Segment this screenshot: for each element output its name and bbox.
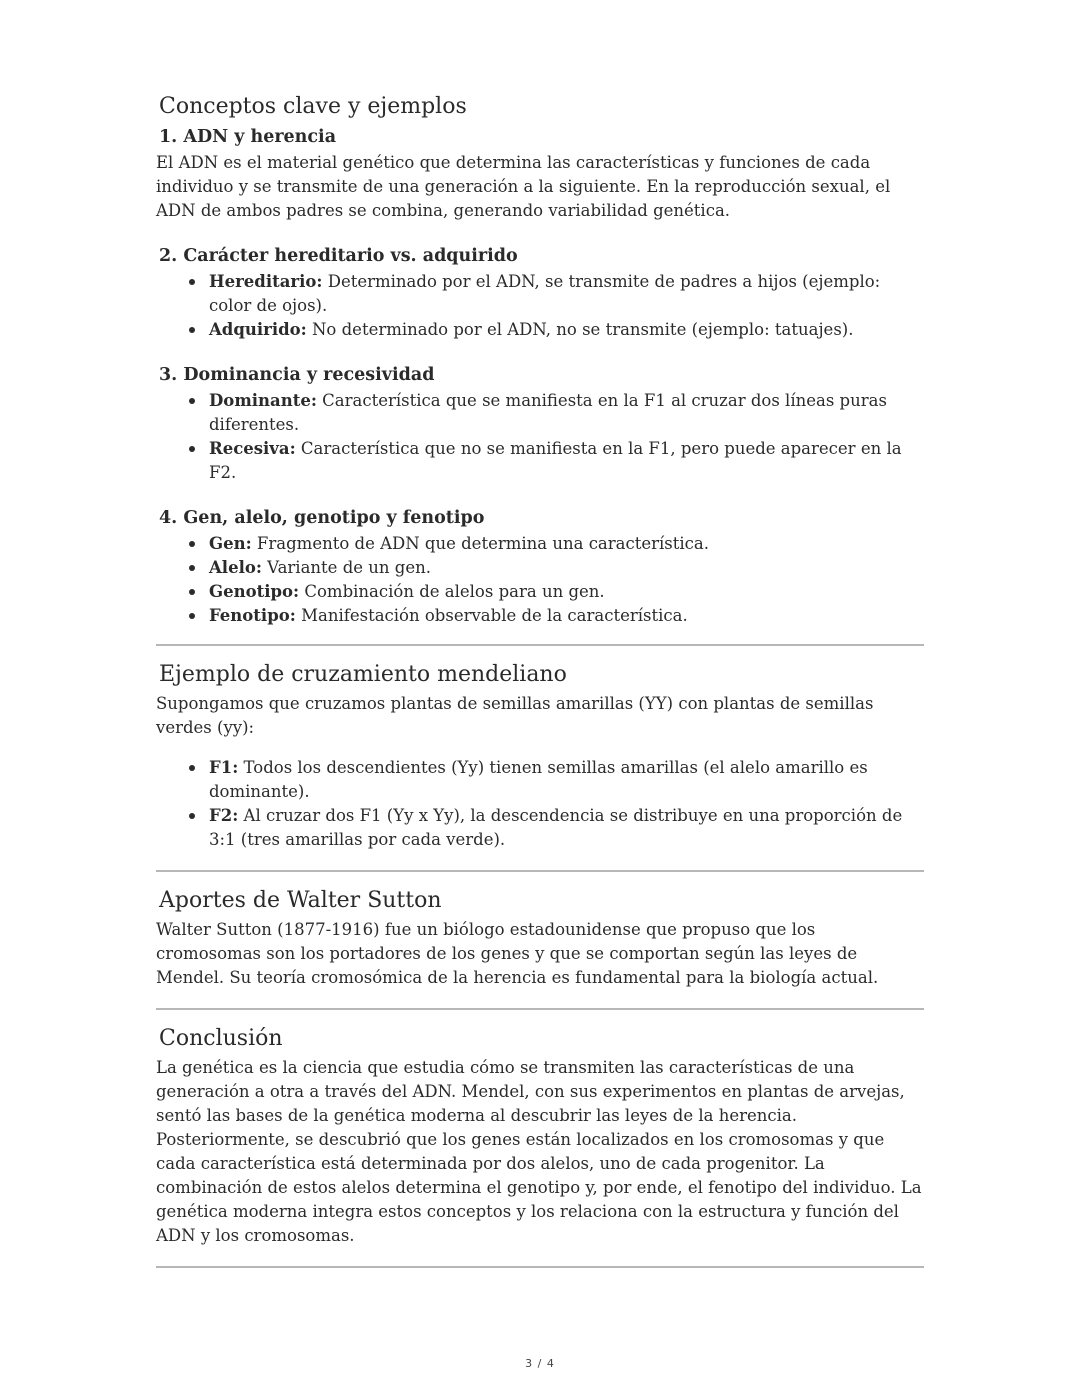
term-description: Variante de un gen. (261, 558, 431, 577)
section-title-conclusion: Conclusión (159, 1026, 283, 1051)
list-item (156, 756, 924, 804)
list-item (156, 580, 924, 604)
paragraph-sutton: Walter Sutton (1877-1916) fue un biólogo estadounidense que propuso que los cromosomas son los portadores de los genes y que se comportan según las leyes de Mendel. Su teoría cromosómica de la herencia es fundamental para la biología actual. (156, 920, 879, 987)
bullet-icon (189, 765, 195, 771)
list-item (156, 532, 924, 556)
term-label: Recesiva: (209, 439, 296, 458)
document-content (156, 92, 924, 1268)
subheading-adn-herencia: 1. ADN y herencia (159, 127, 337, 147)
list-item (156, 804, 924, 852)
term-description: Característica que no se manifiesta en la F1, pero puede aparecer en la F2. (209, 439, 902, 482)
list-item (156, 556, 924, 580)
section-divider (156, 870, 924, 872)
term-description: Todos los descendientes (Yy) tienen semillas amarillas (el alelo amarillo es dominante). (209, 758, 868, 801)
term-label: Hereditario: (209, 272, 323, 291)
section-title-sutton: Aportes de Walter Sutton (159, 888, 442, 913)
section-divider (156, 1266, 924, 1268)
list-caracter (156, 270, 924, 342)
term-label: F2: (209, 806, 239, 825)
bullet-icon (189, 613, 195, 619)
bullet-icon (189, 446, 195, 452)
term-description: Fragmento de ADN que determina una característica. (251, 534, 709, 553)
section-divider (156, 644, 924, 646)
subheading-dominancia: 3. Dominancia y recesividad (159, 365, 435, 385)
bullet-icon (189, 565, 195, 571)
section-title-cruzamiento: Ejemplo de cruzamiento mendeliano (159, 662, 567, 687)
term-description: Manifestación observable de la característica. (295, 606, 688, 625)
term-label: Genotipo: (209, 582, 300, 601)
list-dominancia (156, 389, 924, 485)
subheading-gen-alelo: 4. Gen, alelo, genotipo y fenotipo (159, 508, 485, 528)
list-gen-alelo (156, 532, 924, 628)
list-item (156, 437, 924, 485)
bullet-icon (189, 279, 195, 285)
list-item (156, 389, 924, 437)
list-cruzamiento (156, 756, 924, 852)
section-divider (156, 1008, 924, 1010)
term-label: F1: (209, 758, 239, 777)
bullet-icon (189, 589, 195, 595)
page-number: 3 / 4 (525, 1357, 555, 1370)
bullet-icon (189, 541, 195, 547)
bullet-icon (189, 813, 195, 819)
bullet-icon (189, 327, 195, 333)
term-label: Adquirido: (209, 320, 307, 339)
paragraph-cruzamiento: Supongamos que cruzamos plantas de semillas amarillas (YY) con plantas de semillas verdes (yy): (156, 694, 874, 737)
term-description: No determinado por el ADN, no se transmite (ejemplo: tatuajes). (306, 320, 854, 339)
term-description: Determinado por el ADN, se transmite de padres a hijos (ejemplo: color de ojos). (209, 272, 881, 315)
list-item (156, 270, 924, 318)
section-title-conceptos: Conceptos clave y ejemplos (159, 94, 467, 119)
paragraph-conclusion: La genética es la ciencia que estudia cómo se transmiten las características de una generación a otra a través del ADN. Mendel, con sus experimentos en plantas de arvejas, sentó las bases de la genética moderna al descubrir las leyes de la herencia. Posteriormente, se descubrió que los genes están localizados en los cromosomas y que cada característica está determinada por dos alelos, uno de cada progenitor. La combinación de estos alelos determina el genotipo y, por ende, el fenotipo del individuo. La genética moderna integra estos conceptos y los relaciona con la estructura y función del ADN y los cromosomas. (156, 1058, 922, 1245)
term-label: Fenotipo: (209, 606, 296, 625)
term-label: Gen: (209, 534, 252, 553)
subheading-caracter: 2. Carácter hereditario vs. adquirido (159, 246, 518, 266)
term-description: Combinación de alelos para un gen. (299, 582, 605, 601)
paragraph-adn-herencia: El ADN es el material genético que determina las características y funciones de cada individuo y se transmite de una generación a la siguiente. En la reproducción sexual, el ADN de ambos padres se combina, generando variabilidad genética. (156, 153, 891, 220)
term-label: Alelo: (209, 558, 262, 577)
term-label: Dominante: (209, 391, 317, 410)
list-item (156, 604, 924, 628)
bullet-icon (189, 398, 195, 404)
list-item (156, 318, 924, 342)
term-description: Característica que se manifiesta en la F1 al cruzar dos líneas puras diferentes. (209, 391, 887, 434)
term-description: Al cruzar dos F1 (Yy x Yy), la descendencia se distribuye en una proporción de 3:1 (tres amarillas por cada verde). (209, 806, 903, 849)
